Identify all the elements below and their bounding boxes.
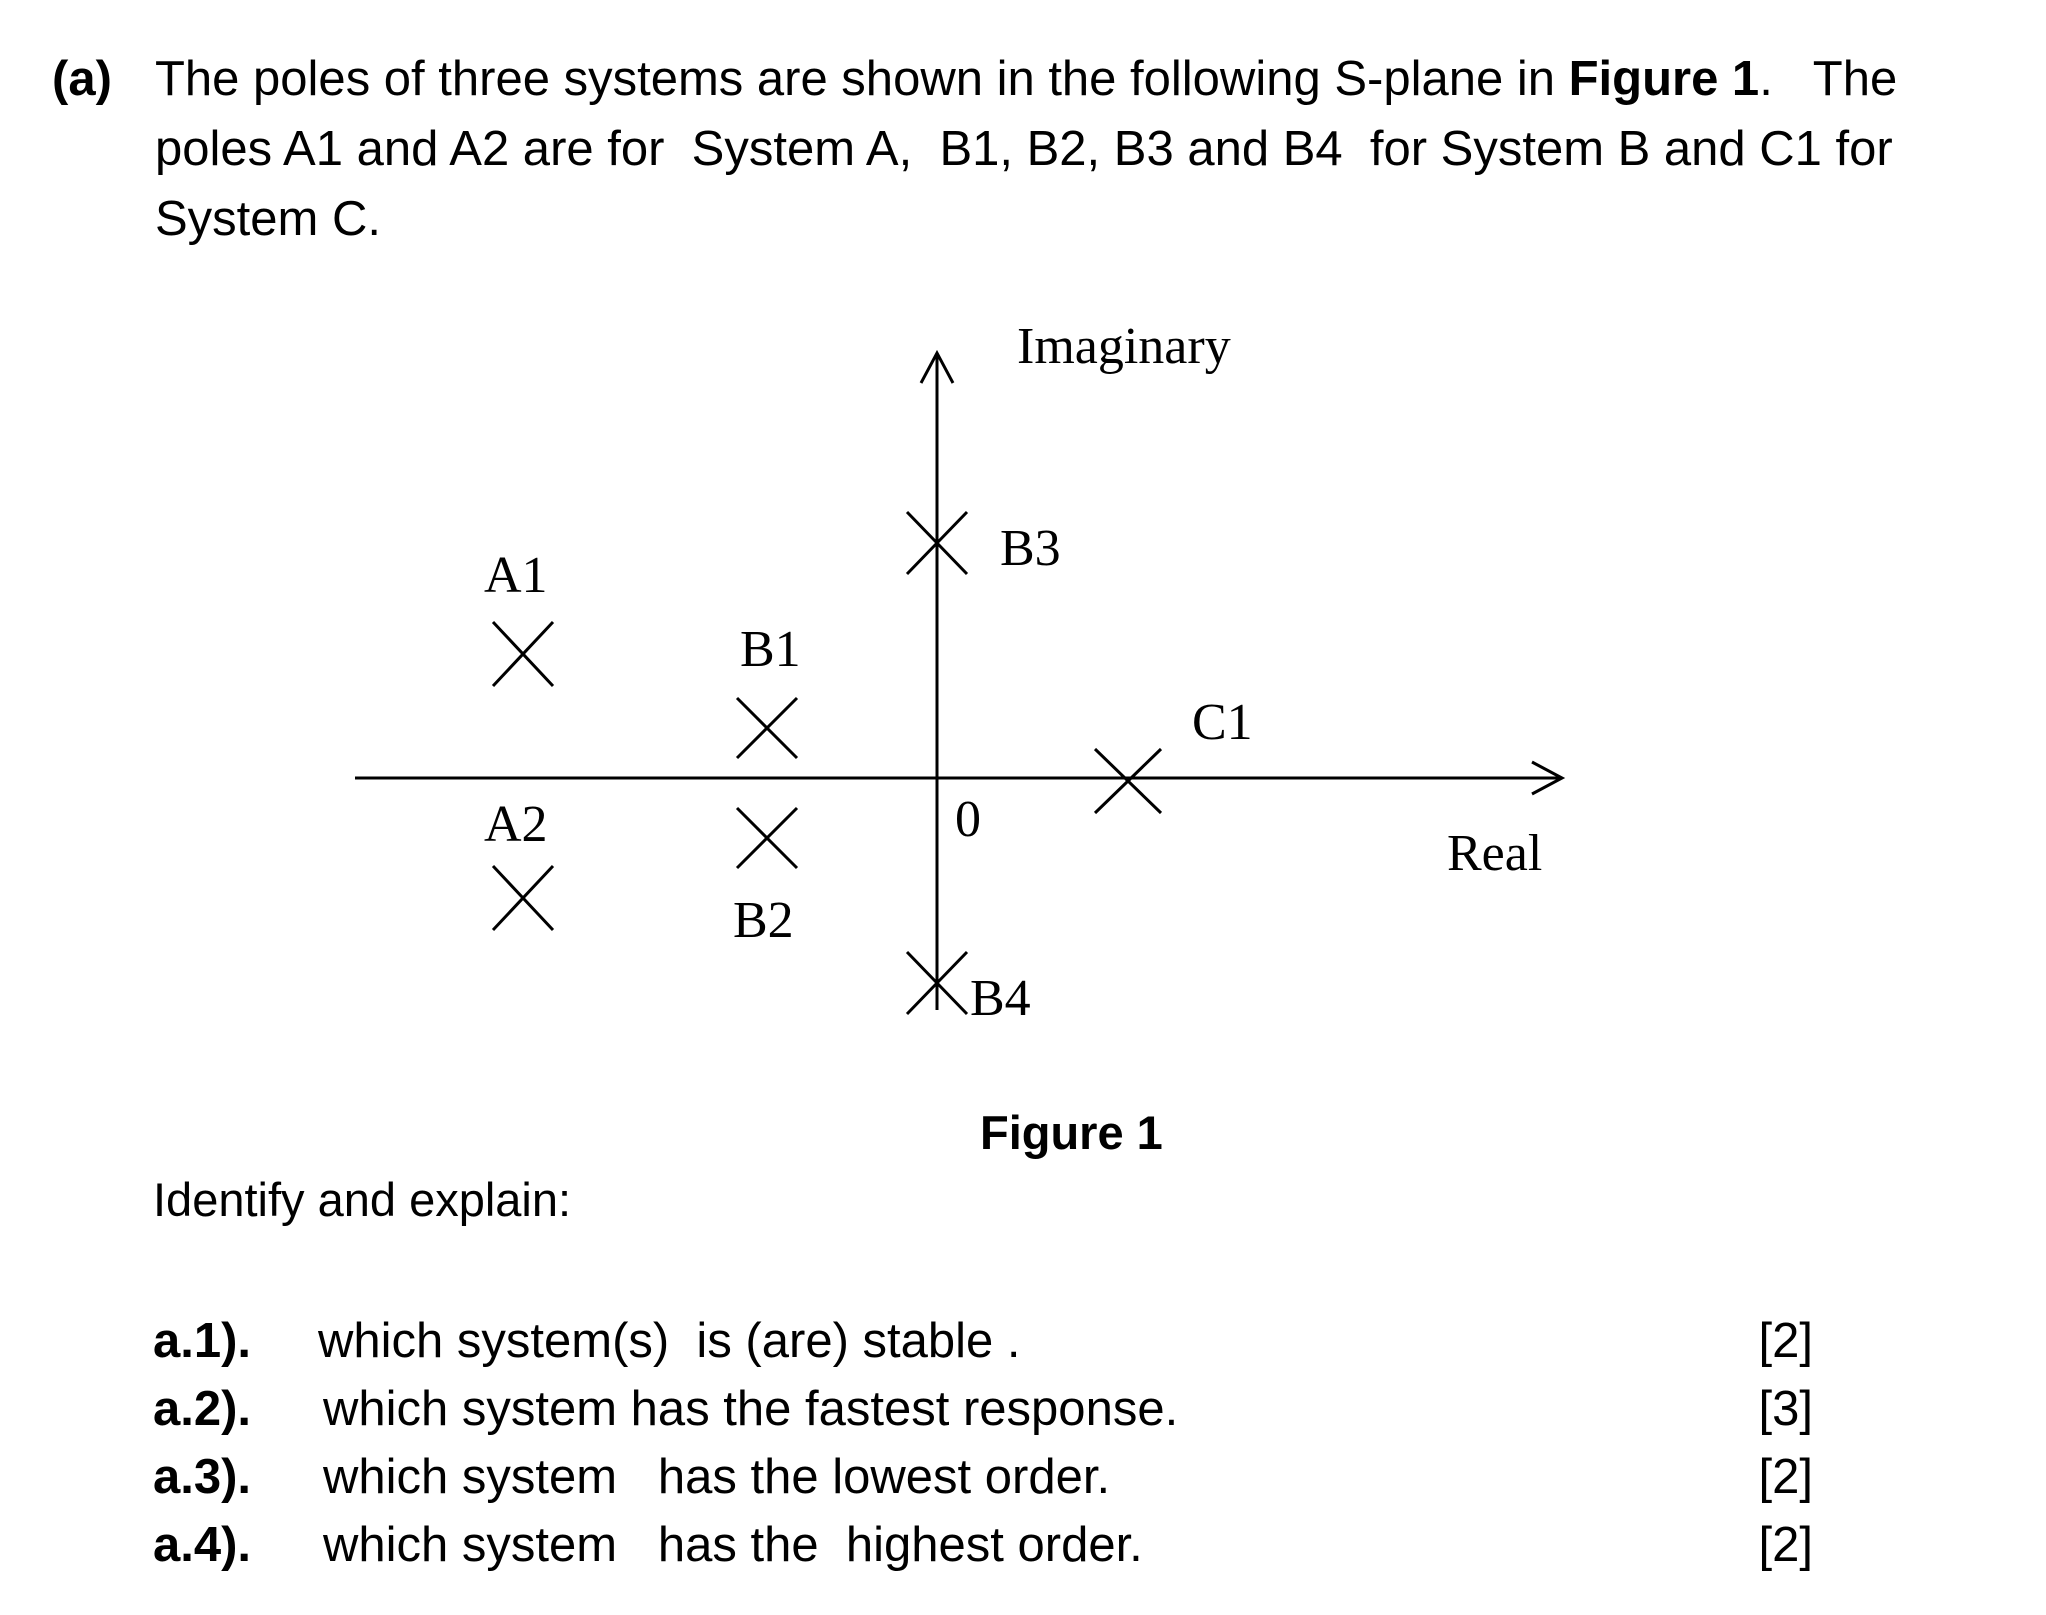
question-part-label: (a) [52, 52, 112, 106]
intro-figure-reference: Figure 1 [1568, 52, 1760, 106]
sub-question-text: which system has the lowest order. [323, 1450, 1111, 1504]
sub-question-marks: [2] [1758, 1450, 1813, 1504]
sub-question-marks: [2] [1758, 1314, 1813, 1368]
intro-line-2: poles A1 and A2 are for System A, B1, B2, B3 and B4 for System B and C1 for [155, 122, 1893, 176]
sub-question [153, 1442, 1813, 1512]
sub-question [153, 1306, 1813, 1376]
pole-label-b1: B1 [740, 621, 801, 678]
sub-question-label: a.2). [153, 1382, 252, 1436]
sub-question-text: which system has the fastest response. [323, 1382, 1179, 1436]
figure-caption: Figure 1 [980, 1106, 1163, 1159]
origin-label: 0 [955, 791, 981, 848]
sub-question-label: a.1). [153, 1314, 252, 1368]
real-axis-label: Real [1447, 825, 1543, 882]
pole-marker-b2 [737, 808, 797, 868]
sub-question-marks: [3] [1758, 1382, 1813, 1436]
intro-line-1-pre: The poles of three systems are shown in the following S-plane in [155, 52, 1569, 106]
pole-marker-b1 [737, 698, 797, 758]
pole-label-c1: C1 [1192, 694, 1253, 751]
pole-label-b4: B4 [970, 970, 1031, 1027]
sub-question [153, 1374, 1813, 1444]
sub-question-text: which system(s) is (are) stable . [318, 1314, 1021, 1368]
imaginary-axis-label: Imaginary [1017, 318, 1231, 375]
sub-question [153, 1510, 1813, 1580]
pole-marker-c1 [1095, 749, 1161, 813]
pole-marker-a2 [493, 866, 553, 930]
pole-label-b2: B2 [733, 892, 794, 949]
sub-question-label: a.3). [153, 1450, 252, 1504]
pole-marker-a1 [493, 622, 553, 686]
intro-line-3: System C. [155, 192, 381, 246]
instructions: Identify and explain: [153, 1173, 572, 1226]
intro-line-1-post: . The [1759, 52, 1898, 106]
pole-label-a2: A2 [484, 796, 548, 853]
sub-question-marks: [2] [1758, 1518, 1813, 1572]
sub-question-text: which system has the highest order. [323, 1518, 1143, 1572]
pole-label-b3: B3 [1000, 520, 1061, 577]
sub-question-label: a.4). [153, 1518, 252, 1572]
pole-label-a1: A1 [484, 547, 548, 604]
